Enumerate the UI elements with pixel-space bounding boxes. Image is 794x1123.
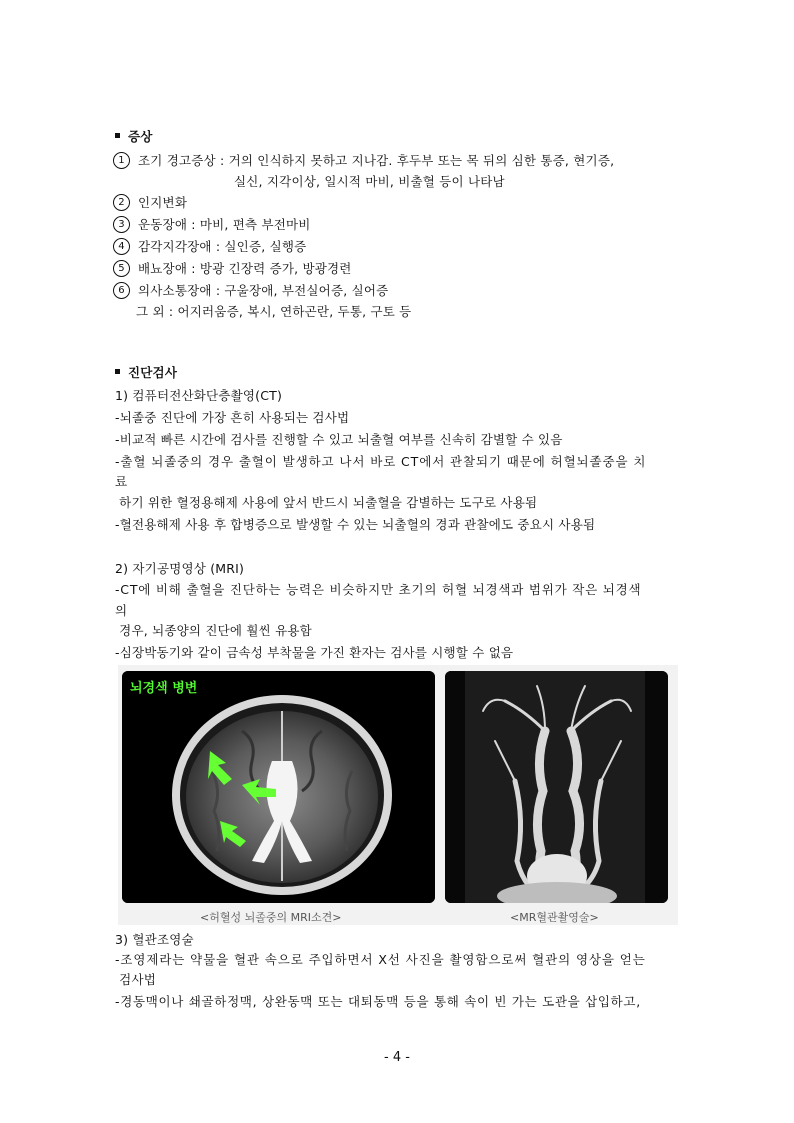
- page-number: - 4 -: [384, 1050, 410, 1065]
- figure-caption-right: <MR혈관촬영술>: [510, 911, 599, 924]
- ct-line: -혈전용해제 사용 후 합병증으로 발생할 수 있는 뇌출혈의 경과 관찰에도 중요시 사용됨: [115, 517, 596, 532]
- angio-line: 검사법: [115, 972, 156, 987]
- angio-line: -조영제라는 약물을 혈관 속으로 주입하면서 X선 사진을 촬영함으로써 혈관의 영상을 얻는: [115, 952, 646, 967]
- figure-caption-left: <허혈성 뇌졸중의 MRI소견>: [200, 911, 342, 924]
- symptom-item: 5 배뇨장애 : 방광 긴장력 증가, 방광경련: [113, 260, 352, 278]
- mr-angiography-image: [445, 671, 668, 903]
- symptom-other: 그 외 : 어지러움증, 복시, 연하곤란, 두통, 구토 등: [136, 304, 412, 319]
- ct-line: 하기 위한 혈정용해제 사용에 앞서 반드시 뇌출혈을 감별하는 도구로 사용됨: [115, 495, 538, 510]
- circled-number-icon: 2: [113, 194, 130, 211]
- mri-line: 의: [115, 603, 128, 618]
- symptom-item: 1 조기 경고증상 : 거의 인식하지 못하고 지나감. 후두부 또는 목 뒤의 심한 통증, 현기증,: [113, 152, 614, 170]
- ct-heading: 1) 컴퓨터전산화단층촬영(CT): [115, 388, 283, 403]
- symptom-item: 4 감각지각장애 : 실인증, 실행증: [113, 238, 306, 256]
- brain-scan-illustration: [122, 671, 435, 903]
- mri-brain-image: [122, 671, 435, 903]
- section-symptoms-heading: 증상: [115, 128, 153, 146]
- circled-number-icon: 1: [113, 152, 130, 169]
- circled-number-icon: 5: [113, 260, 130, 277]
- symptom-item: 2 인지변화: [113, 194, 187, 212]
- symptom-item: 6 의사소통장애 : 구울장애, 부전실어증, 실어증: [113, 282, 388, 300]
- section-diagnosis-heading: 진단검사: [115, 364, 177, 382]
- circled-number-icon: 3: [113, 216, 130, 233]
- lesion-label: 뇌경색 병변: [130, 681, 198, 696]
- circled-number-icon: 6: [113, 282, 130, 299]
- angio-heading: 3) 혈관조영술: [115, 932, 194, 947]
- mri-heading: 2) 자기공명영상 (MRI): [115, 561, 245, 576]
- angio-line: -경동맥이나 쇄골하정맥, 상완동맥 또는 대퇴동맥 등을 통해 속이 빈 가는 도관을 삽입하고,: [115, 994, 641, 1009]
- ct-line: -뇌졸중 진단에 가장 흔히 사용되는 검사법: [115, 410, 350, 425]
- square-bullet-icon: [115, 133, 120, 138]
- mri-line: 경우, 뇌종양의 진단에 훨씬 유용함: [115, 623, 312, 638]
- symptom-item: 3 운동장애 : 마비, 편측 부전마비: [113, 216, 311, 234]
- angiography-illustration: [445, 671, 668, 903]
- figure-panel: [118, 665, 678, 925]
- mri-line: -CT에 비해 출혈을 진단하는 능력은 비슷하지만 초기의 허혈 뇌경색과 범위가 작은 뇌경색: [115, 582, 642, 597]
- ct-line: 료: [115, 474, 128, 489]
- ct-line: -출혈 뇌졸중의 경우 출혈이 발생하고 나서 바로 CT에서 관찰되기 때문에 허혈뇌졸중을 치: [115, 454, 647, 469]
- symptom-item-continuation: 실신, 지각이상, 일시적 마비, 비출혈 등이 나타남: [234, 174, 505, 189]
- square-bullet-icon: [115, 369, 120, 374]
- mri-line: -심장박동기와 같이 금속성 부착물을 가진 환자는 검사를 시행할 수 없음: [115, 645, 514, 660]
- circled-number-icon: 4: [113, 238, 130, 255]
- ct-line: -비교적 빠른 시간에 검사를 진행할 수 있고 뇌출혈 여부를 신속히 감별할 수 있음: [115, 432, 563, 447]
